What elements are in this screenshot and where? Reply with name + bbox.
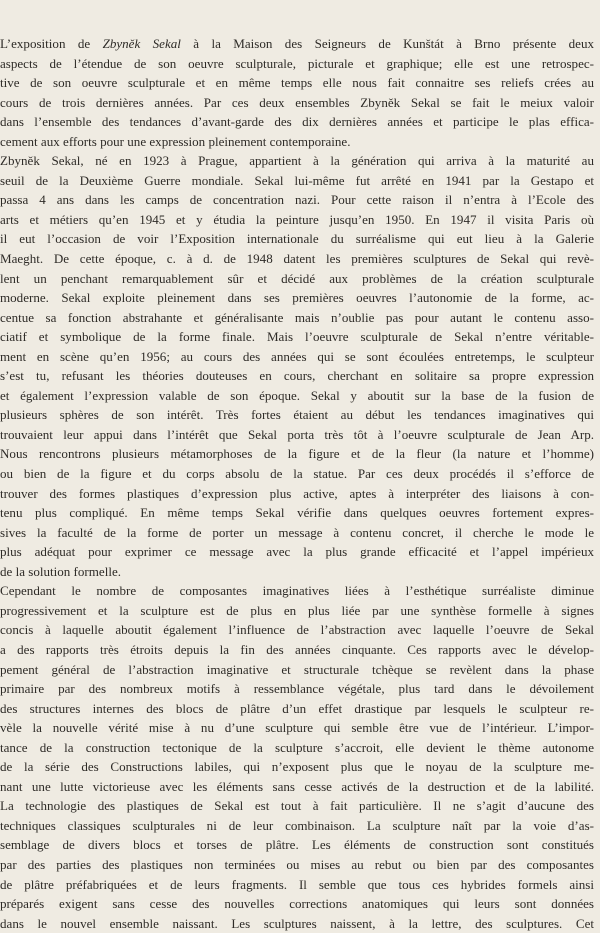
text-line: Maeght. De cette époque, c. à d. de 1948 datent les premières sculptures de Sekal qui revè- — [0, 251, 594, 267]
text-line: aspects de l’étendue de son oeuvre sculpturale, picturale et graphique; elle est une retrospec- — [0, 55, 594, 71]
text-line: tive de son oeuvre sculpturale et en même temps elle nous fait connaitre ses reliefs crées au — [0, 75, 594, 91]
text-line: dans l’ensemble des tendances d’avant-garde des dix dernières années et participe le plas effica- — [0, 114, 594, 130]
text-line: préparés exigent sans cesse des nouvelles corrections anatomiques qui leurs sont données — [0, 896, 594, 912]
text-line: progressivement et la sculpture est de plus en plus liée par une synthèse formelle à signes — [0, 602, 594, 618]
text-line: dans le nouvel ensemble naissant. Les sculptures naissent, à la lettre, des sculptures. Cet — [0, 915, 594, 931]
text-line: cement aux efforts pour une expression pleinement contemporaine. — [0, 133, 351, 149]
text-line: plus adéquat pour exprimer ce message avec la plus grande efficacité et l’appel impérieux — [0, 544, 594, 560]
text-line: Nous rencontrons plusieurs métamorphoses de la figure et de la fleur (la nature et l’homme) — [0, 446, 594, 462]
text-line: semblage de divers blocs et torses de plâtre. Les éléments de construction sont constitués — [0, 837, 594, 853]
text-line: Cependant le nombre de composantes imaginatives liées à l’esthétique surréaliste diminue — [0, 583, 594, 599]
text-line: trouvaient leur appui dans l’intérêt que Sekal porta très tôt à l’oeuvre sculpturale de Jean Arp. — [0, 426, 594, 442]
text-line: cours de trois dernières années. Par ces deux ensembles Zbyněk Sekal se fait le meiux valoir — [0, 94, 594, 110]
text-line: Zbyněk Sekal, né en 1923 à Prague, appartient à la génération qui arriva à la maturité au — [0, 153, 594, 169]
text-line: de la série des Constructions labiles, qui n’exposent plus que le noyau de la sculpture me- — [0, 759, 594, 775]
text-line: de la solution formelle. — [0, 563, 122, 579]
text-line: La technologie des plastiques de Sekal est tout à fait particulière. Il ne s’agit d’aucune des — [0, 798, 594, 814]
text-line: techniques classiques sculpturales ni de leur combinaison. La sculpture naît par la voie d’as- — [0, 817, 594, 833]
text-line: vèle la nouvelle vérité mise à nu d’une sculpture qui semble être vue de l’intérieur. L’impor- — [0, 720, 594, 736]
text-line: tenu plus compliqué. En même temps Sekal vérifie dans quelques oeuvres fortement expres- — [0, 505, 594, 521]
text-line: passa 4 ans dans les camps de concentration nazi. Pour cette raison il n’entra à l’Ecole des — [0, 192, 594, 208]
text-line: ou bien de la figure et du corps absolu de la statue. Par ces deux procédés il s’efforce de — [0, 466, 594, 482]
body-text — [0, 34, 594, 933]
text-line: il eut l’occasion de voir l’Exposition internationale du surréalisme qui eut lieu à la Galerie — [0, 231, 594, 247]
text-line: par des parties des plastiques non terminées ou mises au rebut ou bien par des composantes — [0, 856, 594, 872]
text-line: a des rapports très étroits depuis la fin des années cinquante. Ces rapports avec le dévelop- — [0, 641, 594, 657]
text-line: tance de la construction tectonique de la sculpture s’accroit, elle devient le thème autonome — [0, 739, 594, 755]
text-line: de plâtre préfabriquées et de leurs fragments. Il semble que tous ces hybrides formels ainsi — [0, 876, 594, 892]
text-line: ciatif et symbolique de la forme finale. Mais l’oeuvre sculpturale de Sekal n’entre véritable- — [0, 329, 594, 345]
text-line: s’est tu, refusant les théories douteuses en cours, cherchant en solitaire sa propre expression — [0, 368, 594, 384]
text-line: primaire par des nombreux motifs à ressemblance végétale, plus tard dans le dévoilement — [0, 681, 594, 697]
text-line: L’exposition de Zbyněk Sekal à la Maison des Seigneurs de Kunštát à Brno présente deux — [0, 36, 594, 51]
text-line: des structures internes des blocs de plâtre d’un effet drastique par lesquels le sculpteur re- — [0, 700, 594, 716]
text-line: arts et métiers qu’en 1945 et y étudia la peinture jusqu’en 1950. En 1947 il visita Paris où — [0, 211, 594, 227]
text-line: plusieurs sphères de son intérêt. Très fortes étaient au début les tendances imaginatives qui — [0, 407, 594, 423]
text-line: pement général de l’abstraction imaginative et structurale tchèque se revèlent dans la phase — [0, 661, 594, 677]
artist-name-italic: Zbyněk Sekal — [102, 36, 181, 51]
text-line: centue sa fonction abstrahante et généralisante mais n’oublie pas pour autant le contenu asso- — [0, 309, 594, 325]
text-line: nant une lutte victorieuse avec les éléments sans cesse activés de la destruction et de la labilité. — [0, 778, 594, 794]
text-line: trouver des formes plastiques d’expression plus active, aptes à interpréter des liaisons à con- — [0, 485, 594, 501]
text-line: ment en scène qu’en 1956; au cours des années qui se sont écoulées entretemps, le sculpteur — [0, 348, 594, 364]
text-line: sives la faculté de la forme de porter un message à contenu concret, il cherche le mode le — [0, 524, 594, 540]
text-line: moderne. Sekal exploite pleinement dans ses premières oeuvres l’autonomie de la forme, ac- — [0, 290, 594, 306]
text-line: concis à laquelle aboutit également l’influence de l’abstraction avec laquelle l’oeuvre de Sekal — [0, 622, 594, 638]
text-line: et également l’expression valable de son époque. Sekal y aboutit sur la base de la fusion de — [0, 387, 594, 403]
text-line: seuil de la Deuxième Guerre mondiale. Sekal lui-même fut arrêté en 1941 par la Gestapo et — [0, 172, 594, 188]
text-line: lent un penchant remarquablement sûr et décidé aux problèmes de la création sculpturale — [0, 270, 594, 286]
